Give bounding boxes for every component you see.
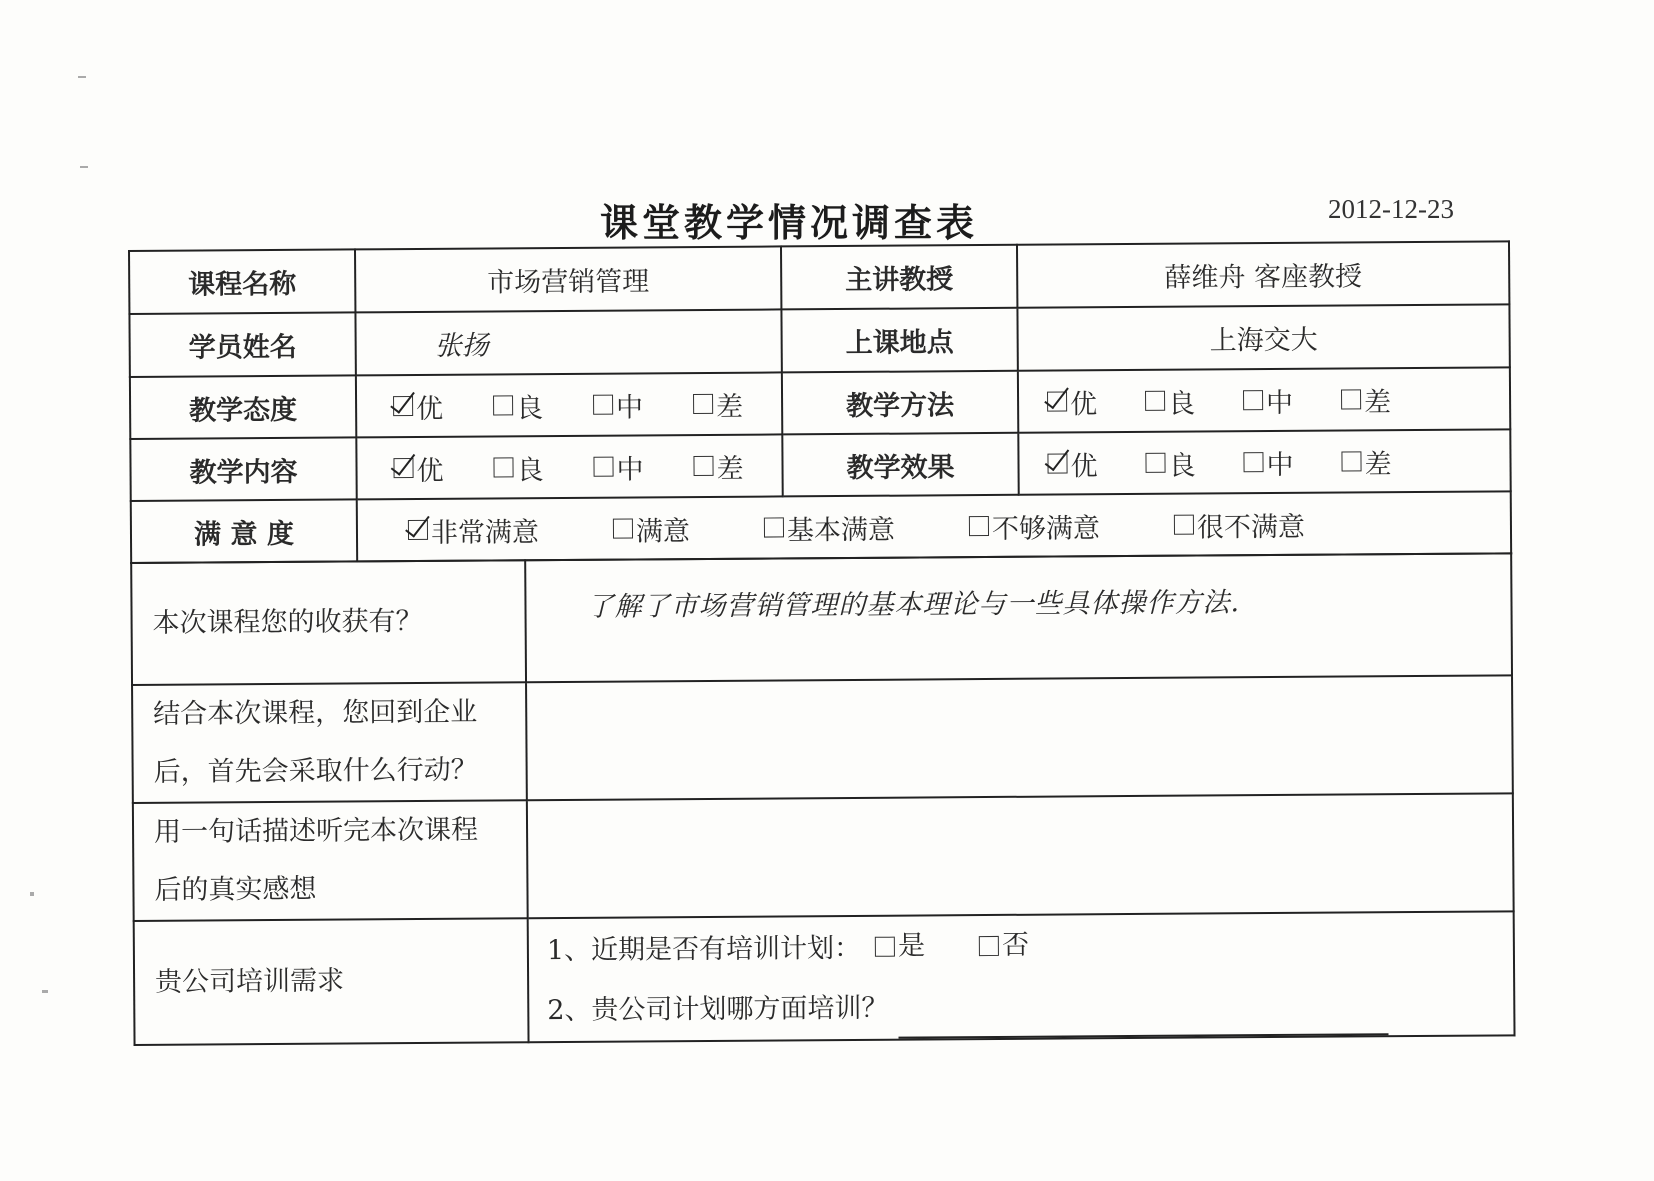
action-answer-field[interactable] xyxy=(526,675,1513,800)
row-content-effect xyxy=(130,429,1510,501)
scan-speck xyxy=(78,76,86,78)
questions-table xyxy=(130,552,1515,1046)
scan-speck xyxy=(30,892,34,896)
checkbox-icon[interactable] xyxy=(493,457,513,477)
checked-checkbox-icon[interactable] xyxy=(393,396,413,416)
checkbox-icon[interactable] xyxy=(1145,391,1165,411)
training-plan-line xyxy=(547,912,1513,981)
row-gain xyxy=(131,553,1512,685)
lecturer-value[interactable]: 薛维舟 客座教授 xyxy=(1017,241,1509,307)
training-needs-field xyxy=(528,911,1515,1042)
row-course xyxy=(129,241,1509,314)
scan-speck xyxy=(80,166,88,168)
feeling-answer-field[interactable] xyxy=(527,793,1514,918)
effect-options xyxy=(1018,429,1510,494)
attitude-option-average[interactable]: 中 xyxy=(593,385,643,424)
action-question-line2: 后，首先会采取什么行动？ xyxy=(153,754,478,788)
satisfaction-option-not-quite-satisfied[interactable]: 不够满意 xyxy=(969,506,1100,546)
checked-checkbox-icon[interactable] xyxy=(1047,453,1067,473)
checkbox-icon[interactable] xyxy=(1341,451,1361,471)
training-plan-no[interactable]: 否 xyxy=(979,916,1029,976)
satisfaction-label: 满 意 度 xyxy=(131,499,357,563)
method-option-poor[interactable]: 差 xyxy=(1341,380,1391,419)
attitude-option-poor[interactable]: 差 xyxy=(693,384,743,423)
checkbox-icon[interactable] xyxy=(1341,389,1361,409)
row-satisfaction xyxy=(131,491,1511,563)
method-option-good[interactable]: 良 xyxy=(1145,381,1195,420)
effect-option-good[interactable]: 良 xyxy=(1145,443,1195,482)
attitude-option-excellent[interactable]: 优 xyxy=(393,386,443,425)
attitude-option-good[interactable]: 良 xyxy=(493,386,543,425)
lecturer-label: 主讲教授 xyxy=(781,245,1017,310)
checkbox-icon[interactable] xyxy=(764,517,784,537)
training-needs-label: 贵公司培训需求 xyxy=(134,918,529,1045)
training-area-question: 2、贵公司计划哪方面培训？ xyxy=(547,992,889,1027)
method-label: 教学方法 xyxy=(782,371,1018,435)
checkbox-icon[interactable] xyxy=(875,937,895,957)
content-label: 教学内容 xyxy=(130,437,356,501)
student-name-label: 学员姓名 xyxy=(129,312,355,377)
effect-label: 教学效果 xyxy=(782,433,1018,497)
attitude-options xyxy=(356,372,782,437)
row-training xyxy=(134,911,1515,1045)
survey-table xyxy=(128,240,1512,564)
checkbox-icon[interactable] xyxy=(1174,515,1194,535)
content-option-good[interactable]: 良 xyxy=(493,448,543,487)
effect-option-average[interactable]: 中 xyxy=(1243,442,1293,481)
method-option-average[interactable]: 中 xyxy=(1243,380,1293,419)
feeling-question-line2: 后的真实感想 xyxy=(154,873,317,906)
method-option-excellent[interactable]: 优 xyxy=(1047,382,1097,421)
survey-date: 2012-12-23 xyxy=(1328,194,1454,224)
location-value[interactable]: 上海交大 xyxy=(1017,304,1509,370)
checkbox-icon[interactable] xyxy=(1243,452,1263,472)
satisfaction-option-very-dissatisfied[interactable]: 很不满意 xyxy=(1174,504,1305,544)
content-options xyxy=(356,434,782,499)
location-label: 上课地点 xyxy=(781,308,1017,373)
satisfaction-options xyxy=(357,491,1511,561)
checked-checkbox-icon[interactable] xyxy=(408,520,428,540)
row-attitude-method xyxy=(130,367,1510,439)
training-area-blank[interactable] xyxy=(899,1011,1389,1038)
content-option-average[interactable]: 中 xyxy=(593,447,643,486)
training-plan-question: 1、近期是否有培训计划： xyxy=(546,932,862,967)
satisfaction-option-very-satisfied[interactable]: 非常满意 xyxy=(408,510,539,550)
survey-form xyxy=(128,240,1514,1080)
feeling-question-line1: 用一句话描述听完本次课程 xyxy=(153,814,479,848)
course-name-label: 课程名称 xyxy=(129,249,355,314)
checkbox-icon[interactable] xyxy=(613,518,633,538)
row-feeling xyxy=(133,793,1514,921)
satisfaction-option-basically-satisfied[interactable]: 基本满意 xyxy=(764,507,895,547)
checkbox-icon[interactable] xyxy=(593,457,613,477)
content-option-excellent[interactable]: 优 xyxy=(393,448,443,487)
attitude-label: 教学态度 xyxy=(130,375,356,439)
effect-option-excellent[interactable]: 优 xyxy=(1047,444,1097,483)
checkbox-icon[interactable] xyxy=(693,394,713,414)
checked-checkbox-icon[interactable] xyxy=(1047,391,1067,411)
student-name-handwritten[interactable]: 张扬 xyxy=(355,309,781,375)
training-area-line xyxy=(547,974,1513,1041)
action-question xyxy=(132,682,527,803)
checkbox-icon[interactable] xyxy=(593,395,613,415)
checkbox-icon[interactable] xyxy=(693,456,713,476)
course-name-value[interactable]: 市场营销管理 xyxy=(355,246,781,312)
checkbox-icon[interactable] xyxy=(979,936,999,956)
row-student xyxy=(129,304,1509,377)
checkbox-icon[interactable] xyxy=(1145,453,1165,473)
page-title: 课堂教学情况调查表 xyxy=(600,201,979,245)
checkbox-icon[interactable] xyxy=(969,516,989,536)
checkbox-icon[interactable] xyxy=(493,395,513,415)
gain-question: 本次课程您的收获有？ xyxy=(131,560,526,685)
content-option-poor[interactable]: 差 xyxy=(693,446,743,485)
scan-speck xyxy=(42,990,48,993)
effect-option-poor[interactable]: 差 xyxy=(1341,442,1391,481)
checked-checkbox-icon[interactable] xyxy=(393,458,413,478)
action-question-line1: 结合本次课程，您回到企业 xyxy=(153,696,478,730)
training-plan-yes[interactable]: 是 xyxy=(875,916,925,976)
gain-answer-handwritten[interactable]: 了解了市场营销管理的基本理论与一些具体操作方法. xyxy=(525,553,1512,682)
row-action xyxy=(132,675,1513,803)
checkbox-icon[interactable] xyxy=(1243,390,1263,410)
method-options xyxy=(1018,367,1510,432)
feeling-question xyxy=(133,800,528,921)
satisfaction-option-satisfied[interactable]: 满意 xyxy=(613,509,690,549)
